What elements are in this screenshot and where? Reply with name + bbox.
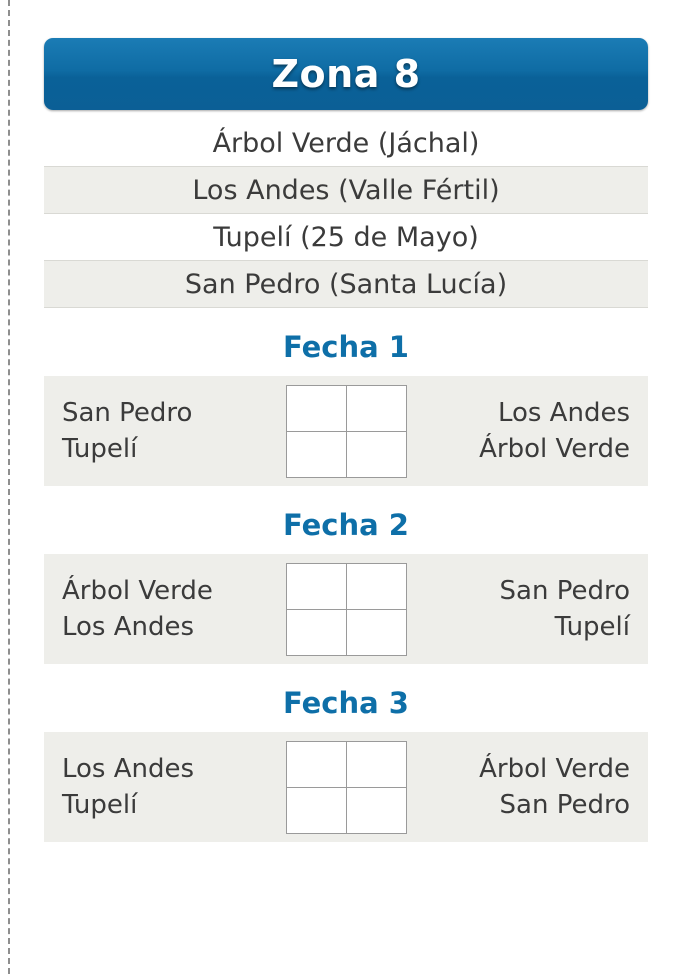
away-teams [420,576,630,642]
score-cell[interactable] [286,741,347,788]
home-team: Tupelí [62,434,138,464]
home-teams [62,398,272,464]
score-cell[interactable] [346,563,407,610]
score-grid [286,563,406,655]
away-team: San Pedro [499,576,630,606]
match-block-round-1 [44,376,648,486]
team-row [44,261,648,308]
away-team: Árbol Verde [479,434,630,464]
score-cell[interactable] [346,787,407,834]
round-title: Fecha 2 [283,508,409,542]
away-team: Los Andes [497,398,630,428]
away-team: Árbol Verde [479,754,630,784]
home-teams [62,576,272,642]
dashed-cut-line [8,0,10,974]
match-block-round-2 [44,554,648,664]
team-name: Árbol Verde (Jáchal) [212,127,480,159]
team-name: San Pedro (Santa Lucía) [184,268,508,300]
score-cell[interactable] [346,385,407,432]
score-cell[interactable] [346,609,407,656]
score-cell[interactable] [286,609,347,656]
away-teams [420,398,630,464]
score-cell[interactable] [286,563,347,610]
away-team: Tupelí [554,612,630,642]
score-cell[interactable] [346,741,407,788]
team-row [44,214,648,261]
team-row [44,120,648,167]
round-title: Fecha 1 [283,330,409,364]
team-row [44,167,648,214]
bottom-spacer [44,842,648,902]
score-cell[interactable] [286,385,347,432]
home-team: San Pedro [62,398,193,428]
home-team: Árbol Verde [62,576,213,606]
zone-title: Zona 8 [271,52,421,96]
match-block-round-3 [44,732,648,842]
fixture-content [44,0,648,902]
away-team: San Pedro [499,790,630,820]
score-cell[interactable] [346,431,407,478]
score-cell[interactable] [286,787,347,834]
team-name: Tupelí (25 de Mayo) [213,221,479,253]
zone-header [44,38,648,110]
home-team: Tupelí [62,790,138,820]
away-teams [420,754,630,820]
round-title: Fecha 3 [283,686,409,720]
score-grid [286,385,406,477]
home-team: Los Andes [62,754,195,784]
home-team: Los Andes [62,612,195,642]
team-name: Los Andes (Valle Fértil) [192,174,500,206]
score-grid [286,741,406,833]
score-cell[interactable] [286,431,347,478]
home-teams [62,754,272,820]
team-list [44,120,648,308]
